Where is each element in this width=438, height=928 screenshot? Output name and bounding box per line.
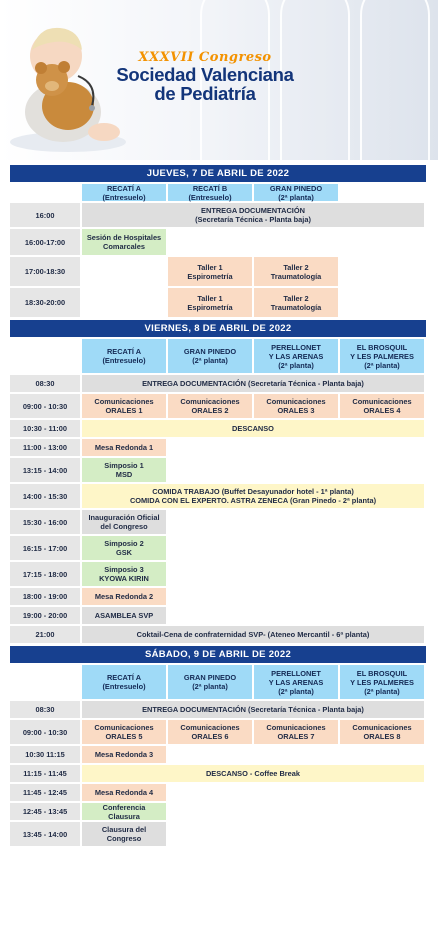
empty-cell [82, 288, 166, 317]
schedule-row [10, 562, 426, 586]
session-cell: Mesa Redonda 1 [82, 439, 166, 456]
time-slot: 17:00-18:30 [10, 257, 80, 286]
edition-label: XXXVII Congreso [138, 50, 272, 65]
session-cell: DESCANSO [82, 420, 424, 437]
schedule-row [10, 626, 426, 643]
session-cell: Mesa Redonda 4 [82, 784, 166, 801]
session-cell: ENTREGA DOCUMENTACIÓN (Secretaría Técnica - Planta baja) [82, 203, 424, 227]
schedule-row [10, 536, 426, 560]
schedule-row [10, 765, 426, 782]
schedule-row [10, 510, 426, 534]
time-slot: 16:00-17:00 [10, 229, 80, 255]
schedule-row [10, 607, 426, 624]
room-header-row [10, 665, 426, 699]
time-slot: 10:30 - 11:00 [10, 420, 80, 437]
time-slot: 11:00 - 13:00 [10, 439, 80, 456]
time-slot: 17:15 - 18:00 [10, 562, 80, 586]
schedule-row [10, 458, 426, 482]
time-slot: 12:45 - 13:45 [10, 803, 80, 820]
schedule-row [10, 257, 426, 286]
schedule-row [10, 288, 426, 317]
schedule-row [10, 701, 426, 718]
session-cell: DESCANSO - Coffee Break [82, 765, 424, 782]
session-cell: Comunicaciones ORALES 1 [82, 394, 166, 418]
schedule-row [10, 375, 426, 392]
time-slot: 11:45 - 12:45 [10, 784, 80, 801]
session-cell: Coktail-Cena de confraternidad SVP- (Ateneo Mercantil - 6ª planta) [82, 626, 424, 643]
congress-title [100, 50, 310, 103]
time-slot: 18:30-20:00 [10, 288, 80, 317]
session-cell: Taller 1 Espirometría [168, 288, 252, 317]
session-cell: Conferencia Clausura [82, 803, 166, 820]
time-column-spacer [10, 339, 80, 373]
room-header: RECATÍ A (Entresuelo) [82, 665, 166, 699]
schedule-row [10, 394, 426, 418]
schedule-row [10, 720, 426, 744]
time-slot: 13:15 - 14:00 [10, 458, 80, 482]
time-slot: 09:00 - 10:30 [10, 394, 80, 418]
society-name-line2: de Pediatría [154, 83, 256, 104]
session-cell: Taller 2 Traumatología [254, 288, 338, 317]
schedule-row [10, 746, 426, 763]
time-slot: 19:00 - 20:00 [10, 607, 80, 624]
room-header: RECATÍ B (Entresuelo) [168, 184, 252, 201]
room-header: GRAN PINEDO (2ª planta) [168, 665, 252, 699]
session-cell: Comunicaciones ORALES 5 [82, 720, 166, 744]
congress-schedule [10, 165, 426, 846]
room-header-row [10, 339, 426, 373]
session-cell: Inauguración Oficial del Congreso [82, 510, 166, 534]
room-header: PERELLONET Y LAS ARENAS (2ª planta) [254, 339, 338, 373]
day-header: VIERNES, 8 DE ABRIL DE 2022 [10, 320, 426, 337]
session-cell: Comunicaciones ORALES 8 [340, 720, 424, 744]
time-slot: 15:30 - 16:00 [10, 510, 80, 534]
session-cell: Taller 1 Espirometría [168, 257, 252, 286]
session-cell: Comunicaciones ORALES 2 [168, 394, 252, 418]
room-header: RECATÍ A (Entresuelo) [82, 339, 166, 373]
session-cell: COMIDA TRABAJO (Buffet Desayunador hotel - 1ª planta) COMIDA CON EL EXPERTO. ASTRA ZENECA (Gran Pinedo - 2ª planta) [82, 484, 424, 508]
schedule-row [10, 484, 426, 508]
session-cell: Simposio 3 KYOWA KIRIN [82, 562, 166, 586]
session-cell: Clausura del Congreso [82, 822, 166, 846]
room-header: RECATÍ A (Entresuelo) [82, 184, 166, 201]
session-cell: Mesa Redonda 2 [82, 588, 166, 605]
session-cell: Sesión de Hospitales Comarcales [82, 229, 166, 255]
session-cell: Mesa Redonda 3 [82, 746, 166, 763]
schedule-row [10, 420, 426, 437]
day-header: SÁBADO, 9 DE ABRIL DE 2022 [10, 646, 426, 663]
room-header: PERELLONET Y LAS ARENAS (2ª planta) [254, 665, 338, 699]
session-cell: Comunicaciones ORALES 3 [254, 394, 338, 418]
schedule-row [10, 229, 426, 255]
time-slot: 08:30 [10, 375, 80, 392]
schedule-row [10, 203, 426, 227]
room-header-row [10, 184, 426, 201]
schedule-row [10, 822, 426, 846]
room-header: GRAN PINEDO (2ª planta) [254, 184, 338, 201]
time-slot: 16:00 [10, 203, 80, 227]
session-cell: ENTREGA DOCUMENTACIÓN (Secretaría Técnica - Planta baja) [82, 375, 424, 392]
time-slot: 18:00 - 19:00 [10, 588, 80, 605]
session-cell: ASAMBLEA SVP [82, 607, 166, 624]
session-cell: Comunicaciones ORALES 4 [340, 394, 424, 418]
session-cell: Simposio 1 MSD [82, 458, 166, 482]
room-header: GRAN PINEDO (2ª planta) [168, 339, 252, 373]
session-cell: Taller 2 Traumatología [254, 257, 338, 286]
time-slot: 21:00 [10, 626, 80, 643]
schedule-row [10, 784, 426, 801]
society-name-line1: Sociedad Valenciana [116, 64, 294, 85]
congress-header [0, 0, 438, 160]
time-slot: 10:30 11:15 [10, 746, 80, 763]
day-header: JUEVES, 7 DE ABRIL DE 2022 [10, 165, 426, 182]
schedule-row [10, 439, 426, 456]
session-cell: Simposio 2 GSK [82, 536, 166, 560]
session-cell: ENTREGA DOCUMENTACIÓN (Secretaría Técnica - Planta baja) [82, 701, 424, 718]
time-slot: 13:45 - 14:00 [10, 822, 80, 846]
time-column-spacer [10, 665, 80, 699]
session-cell: Comunicaciones ORALES 7 [254, 720, 338, 744]
empty-cell [82, 257, 166, 286]
time-slot: 09:00 - 10:30 [10, 720, 80, 744]
time-column-spacer [10, 184, 80, 201]
session-cell: Comunicaciones ORALES 6 [168, 720, 252, 744]
room-header: EL BROSQUIL Y LES PALMERES (2ª planta) [340, 665, 424, 699]
time-slot: 16:15 - 17:00 [10, 536, 80, 560]
time-slot: 11:15 - 11:45 [10, 765, 80, 782]
time-slot: 14:00 - 15:30 [10, 484, 80, 508]
room-header: EL BROSQUIL Y LES PALMERES (2ª planta) [340, 339, 424, 373]
schedule-row [10, 803, 426, 820]
schedule-row [10, 588, 426, 605]
time-slot: 08:30 [10, 701, 80, 718]
